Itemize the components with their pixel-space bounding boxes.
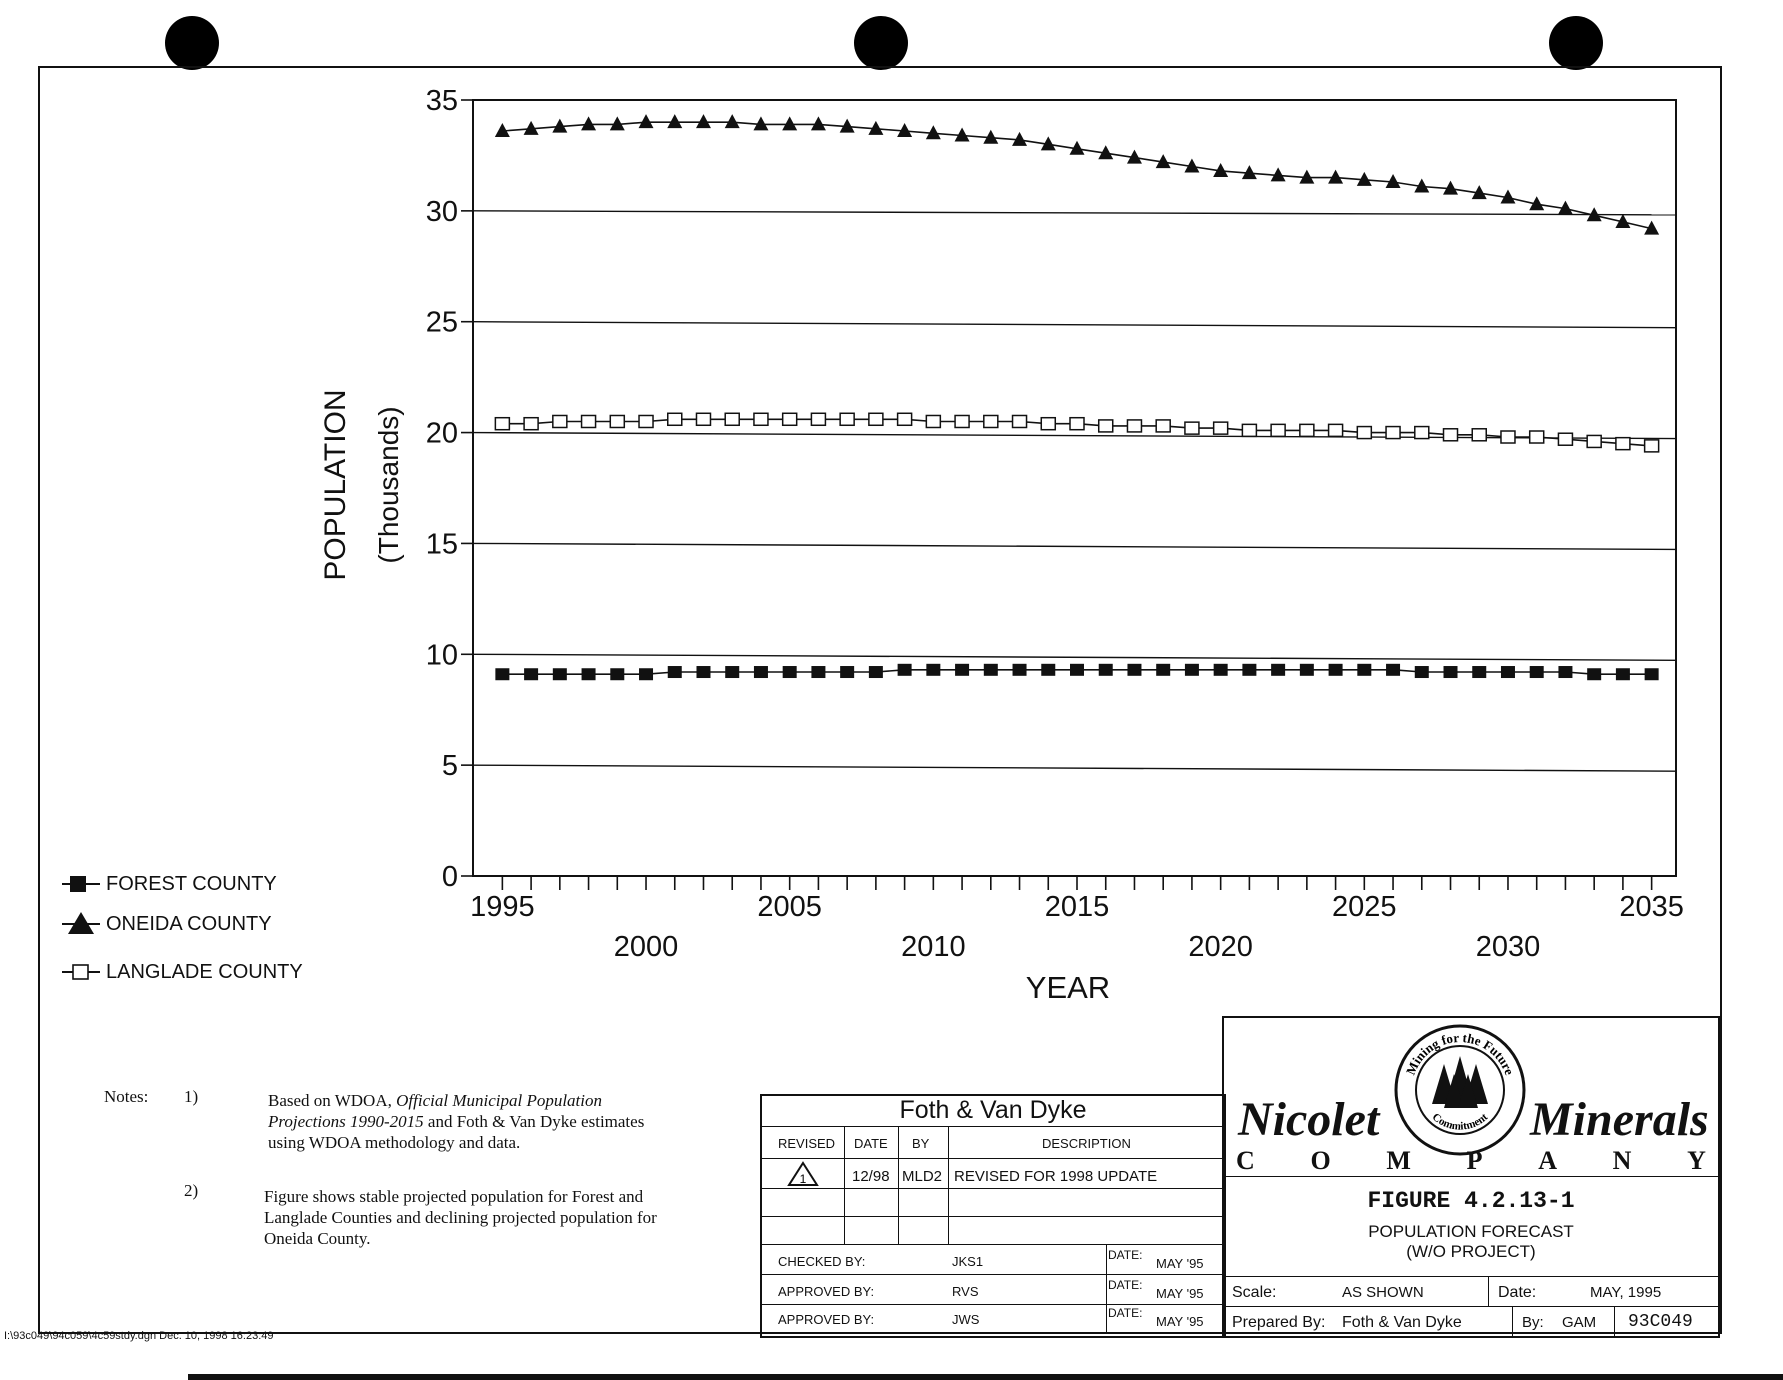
- point-forest-county-2014: [1041, 664, 1055, 676]
- point-forest-county-2020: [1214, 664, 1228, 676]
- point-forest-county-2013: [1013, 664, 1027, 676]
- point-langlade-county-2005: [783, 413, 797, 425]
- x-tick-label-2010: 2010: [901, 931, 966, 963]
- title-block: [1222, 1016, 1720, 1338]
- svg-text:1: 1: [799, 1172, 807, 1186]
- y-tick-label-15: 15: [425, 528, 458, 561]
- point-forest-county-2009: [898, 664, 912, 676]
- checked-date: MAY '95: [1156, 1256, 1204, 1271]
- point-forest-county-2006: [811, 666, 825, 678]
- svg-text:Commitment: Commitment: [1429, 1111, 1491, 1133]
- prepared-by-label: Prepared By:: [1232, 1314, 1326, 1331]
- point-forest-county-1996: [524, 668, 538, 680]
- point-forest-county-2034: [1616, 668, 1630, 680]
- approved-by-2-name: JWS: [952, 1312, 980, 1327]
- checked-by-name: JKS1: [952, 1254, 984, 1269]
- gridline-10: [473, 654, 1676, 660]
- point-forest-county-2030: [1501, 666, 1515, 678]
- legend-label-oneida: ONEIDA COUNTY: [106, 913, 272, 935]
- point-forest-county-2026: [1386, 664, 1400, 676]
- note-2-text: Figure shows stable projected population for Forest and Langlade Counties and declining projected population for Oneida County.: [264, 1187, 657, 1248]
- approved-1-date: MAY '95: [1156, 1286, 1204, 1301]
- point-langlade-county-2004: [754, 413, 768, 425]
- figure-subtitle: (W/O PROJECT): [1406, 1242, 1536, 1261]
- x-axis-ticks: [470, 876, 1684, 963]
- point-forest-county-2023: [1300, 664, 1314, 676]
- legend-label-langlade: LANGLADE COUNTY: [106, 961, 303, 983]
- revision-triangle-marker: [786, 1160, 820, 1188]
- point-forest-county-2025: [1357, 664, 1371, 676]
- checked-date-label: DATE:: [1108, 1248, 1143, 1262]
- point-langlade-county-2029: [1472, 429, 1486, 441]
- gridline-15: [473, 543, 1676, 549]
- legend-item-langlade: [60, 958, 360, 988]
- point-langlade-county-2028: [1444, 429, 1458, 441]
- point-langlade-county-2016: [1099, 420, 1113, 432]
- revision-row-date: 12/98: [852, 1168, 890, 1185]
- approved-by-1-label: APPROVED BY:: [778, 1284, 875, 1299]
- point-langlade-county-2007: [840, 413, 854, 425]
- point-forest-county-1998: [582, 668, 596, 680]
- point-langlade-county-2024: [1329, 424, 1343, 436]
- point-langlade-county-2001: [668, 413, 682, 425]
- note-2-number: 2): [184, 1181, 199, 1200]
- point-langlade-county-2012: [984, 415, 998, 427]
- point-forest-county-2012: [984, 664, 998, 676]
- drawing-number: 93C049: [1628, 1312, 1693, 1332]
- y-axis-ticks: [426, 85, 473, 893]
- gridline-5: [473, 765, 1676, 771]
- company-seal-logo: [1392, 1022, 1528, 1158]
- point-langlade-county-2014: [1041, 418, 1055, 430]
- checked-by-label: CHECKED BY:: [778, 1254, 866, 1269]
- bottom-rule: [188, 1374, 1783, 1380]
- x-tick-label-1995: 1995: [470, 891, 535, 923]
- legend-item-oneida: [60, 910, 360, 940]
- legend-marker-square-open: [60, 958, 102, 988]
- file-path: I:\93c049\94c059\4c59stdy.dgn Dec. 10, 1998 16:23:49: [4, 1330, 274, 1342]
- point-langlade-county-2017: [1127, 420, 1141, 432]
- point-forest-county-2011: [955, 664, 969, 676]
- gridline-30: [473, 211, 1676, 215]
- point-langlade-county-2013: [1013, 415, 1027, 427]
- point-langlade-county-2026: [1386, 427, 1400, 439]
- y-tick-label-10: 10: [425, 639, 458, 672]
- by-value: GAM: [1562, 1314, 1597, 1331]
- legend-label-forest: FOREST COUNTY: [106, 873, 277, 895]
- x-tick-label-2000: 2000: [613, 931, 679, 963]
- company-letter-1: O: [1310, 1146, 1331, 1175]
- scale-label: Scale:: [1232, 1284, 1277, 1301]
- point-forest-county-1995: [495, 668, 509, 680]
- point-forest-county-2016: [1099, 664, 1113, 676]
- point-langlade-county-2031: [1530, 431, 1544, 443]
- revision-row-by: MLD2: [902, 1168, 943, 1185]
- series-oneida-county: [495, 114, 1659, 234]
- point-langlade-county-2027: [1415, 427, 1429, 439]
- x-tick-label-2030: 2030: [1475, 931, 1541, 963]
- point-oneida-county-2003: [725, 114, 740, 128]
- point-langlade-county-1997: [553, 415, 567, 427]
- x-tick-label-2035: 2035: [1619, 891, 1684, 923]
- svg-text:Mining for the Future: Mining for the Future: [1402, 1029, 1518, 1078]
- approved-by-1-name: RVS: [952, 1284, 979, 1299]
- point-forest-county-2021: [1242, 664, 1256, 676]
- point-langlade-county-2022: [1271, 424, 1285, 436]
- point-oneida-county-2006: [811, 116, 826, 130]
- point-forest-county-2032: [1558, 666, 1572, 678]
- point-langlade-county-2010: [926, 415, 940, 427]
- point-forest-county-2031: [1530, 666, 1544, 678]
- point-forest-county-2002: [696, 666, 710, 678]
- y-tick-label-30: 30: [425, 195, 458, 228]
- legend-item-forest: [60, 870, 360, 900]
- point-forest-county-2024: [1329, 664, 1343, 676]
- point-forest-county-2004: [754, 666, 768, 678]
- prepared-by-value: Foth & Van Dyke: [1342, 1314, 1462, 1331]
- y-tick-label-5: 5: [441, 750, 458, 783]
- point-langlade-county-1998: [582, 415, 596, 427]
- y-axis-title: POPULATION: [319, 389, 352, 581]
- point-forest-county-2007: [840, 666, 854, 678]
- chart-gridlines: [473, 211, 1676, 771]
- point-forest-county-2017: [1127, 664, 1141, 676]
- point-forest-county-2010: [926, 664, 940, 676]
- point-langlade-county-2011: [955, 415, 969, 427]
- point-langlade-county-2000: [639, 415, 653, 427]
- point-langlade-county-2023: [1300, 424, 1314, 436]
- point-forest-county-2027: [1415, 666, 1429, 678]
- revision-row-description: REVISED FOR 1998 UPDATE: [954, 1168, 1158, 1185]
- x-tick-label-2025: 2025: [1332, 891, 1397, 923]
- point-forest-county-2033: [1587, 668, 1601, 680]
- y-tick-label-25: 25: [425, 306, 458, 339]
- point-forest-county-2008: [869, 666, 883, 678]
- approved-1-date-label: DATE:: [1108, 1278, 1143, 1292]
- company-word: [1224, 1146, 1718, 1176]
- chart-series: [495, 114, 1659, 680]
- logo-word-left: Nicolet: [1238, 1093, 1380, 1146]
- point-oneida-county-2001: [667, 114, 682, 128]
- company-letter-5: N: [1612, 1146, 1632, 1175]
- x-tick-label-2015: 2015: [1044, 891, 1110, 923]
- notes-heading: Notes:: [104, 1087, 149, 1106]
- company-letter-6: Y: [1687, 1146, 1706, 1175]
- point-langlade-county-1995: [495, 418, 509, 430]
- y-tick-label-0: 0: [441, 861, 458, 893]
- plot-area-border: [473, 100, 1676, 876]
- point-langlade-county-2030: [1501, 431, 1515, 443]
- x-axis-title: YEAR: [1025, 970, 1111, 1005]
- x-tick-label-2005: 2005: [757, 891, 822, 923]
- company-letter-0: C: [1236, 1146, 1255, 1175]
- revision-header-revised: REVISED: [778, 1136, 836, 1151]
- point-forest-county-2035: [1645, 668, 1659, 680]
- x-tick-label-2020: 2020: [1188, 931, 1253, 963]
- scale-value: AS SHOWN: [1342, 1284, 1424, 1301]
- point-langlade-county-2020: [1214, 422, 1228, 434]
- point-oneida-county-2024: [1328, 170, 1343, 184]
- point-langlade-county-2009: [898, 413, 912, 425]
- point-forest-county-2028: [1444, 666, 1458, 678]
- point-forest-county-1997: [553, 668, 567, 680]
- point-forest-county-2029: [1472, 666, 1486, 678]
- series-langlade-county: [495, 413, 1658, 452]
- revision-header-date: DATE: [854, 1136, 888, 1151]
- gridline-25: [473, 322, 1676, 328]
- point-forest-county-1999: [610, 668, 624, 680]
- point-langlade-county-1996: [524, 418, 538, 430]
- y-tick-label-35: 35: [425, 85, 458, 117]
- by-label: By:: [1522, 1314, 1544, 1331]
- point-langlade-county-2002: [696, 413, 710, 425]
- point-langlade-county-2021: [1242, 424, 1256, 436]
- legend-marker-triangle-filled: [60, 910, 102, 940]
- point-forest-county-2022: [1271, 664, 1285, 676]
- revision-table: [760, 1094, 1226, 1338]
- point-langlade-county-2019: [1185, 422, 1199, 434]
- logo-word-right: Minerals: [1530, 1093, 1709, 1146]
- point-forest-county-2005: [783, 666, 797, 678]
- note-1-number: 1): [184, 1087, 199, 1106]
- figure-number: FIGURE 4.2.13-1: [1367, 1188, 1575, 1214]
- point-langlade-county-2015: [1070, 418, 1084, 430]
- point-oneida-county-2005: [782, 116, 797, 130]
- point-langlade-county-2034: [1616, 438, 1630, 450]
- approved-by-2-label: APPROVED BY:: [778, 1312, 875, 1327]
- point-langlade-county-1999: [610, 415, 624, 427]
- date-value: MAY, 1995: [1590, 1284, 1662, 1301]
- approved-2-date: MAY '95: [1156, 1314, 1204, 1329]
- point-langlade-county-2033: [1587, 435, 1601, 447]
- point-oneida-county-1998: [581, 116, 596, 130]
- point-oneida-county-2002: [696, 114, 711, 128]
- point-forest-county-2018: [1156, 664, 1170, 676]
- figure-title: POPULATION FORECAST: [1368, 1222, 1574, 1241]
- point-forest-county-2001: [668, 666, 682, 678]
- point-langlade-county-2006: [811, 413, 825, 425]
- point-forest-county-2015: [1070, 664, 1084, 676]
- point-langlade-county-2032: [1558, 433, 1572, 445]
- company-letter-3: P: [1466, 1146, 1483, 1175]
- point-forest-county-2019: [1185, 664, 1199, 676]
- point-forest-county-2003: [725, 666, 739, 678]
- point-langlade-county-2003: [725, 413, 739, 425]
- company-letter-4: A: [1538, 1146, 1557, 1175]
- revision-header-by: BY: [912, 1136, 930, 1151]
- legend-marker-square-filled: [60, 870, 102, 900]
- point-oneida-county-2000: [639, 114, 654, 128]
- revision-firm-name: Foth & Van Dyke: [899, 1096, 1087, 1124]
- point-langlade-county-2018: [1156, 420, 1170, 432]
- date-label: Date:: [1498, 1284, 1537, 1301]
- point-langlade-county-2025: [1357, 427, 1371, 439]
- point-langlade-county-2008: [869, 413, 883, 425]
- y-axis-subtitle: (Thousands): [373, 406, 404, 564]
- revision-header-description: DESCRIPTION: [1042, 1136, 1131, 1151]
- note-1-text: Based on WDOA, Official Municipal Population Projections 1990-2015 and Foth & Van Dyke estimates using WDOA methodology and data.: [268, 1091, 645, 1152]
- point-langlade-county-2035: [1645, 440, 1659, 452]
- series-forest-county: [495, 664, 1658, 680]
- approved-2-date-label: DATE:: [1108, 1306, 1143, 1320]
- y-tick-label-20: 20: [425, 417, 458, 450]
- company-letter-2: M: [1386, 1146, 1411, 1175]
- point-forest-county-2000: [639, 668, 653, 680]
